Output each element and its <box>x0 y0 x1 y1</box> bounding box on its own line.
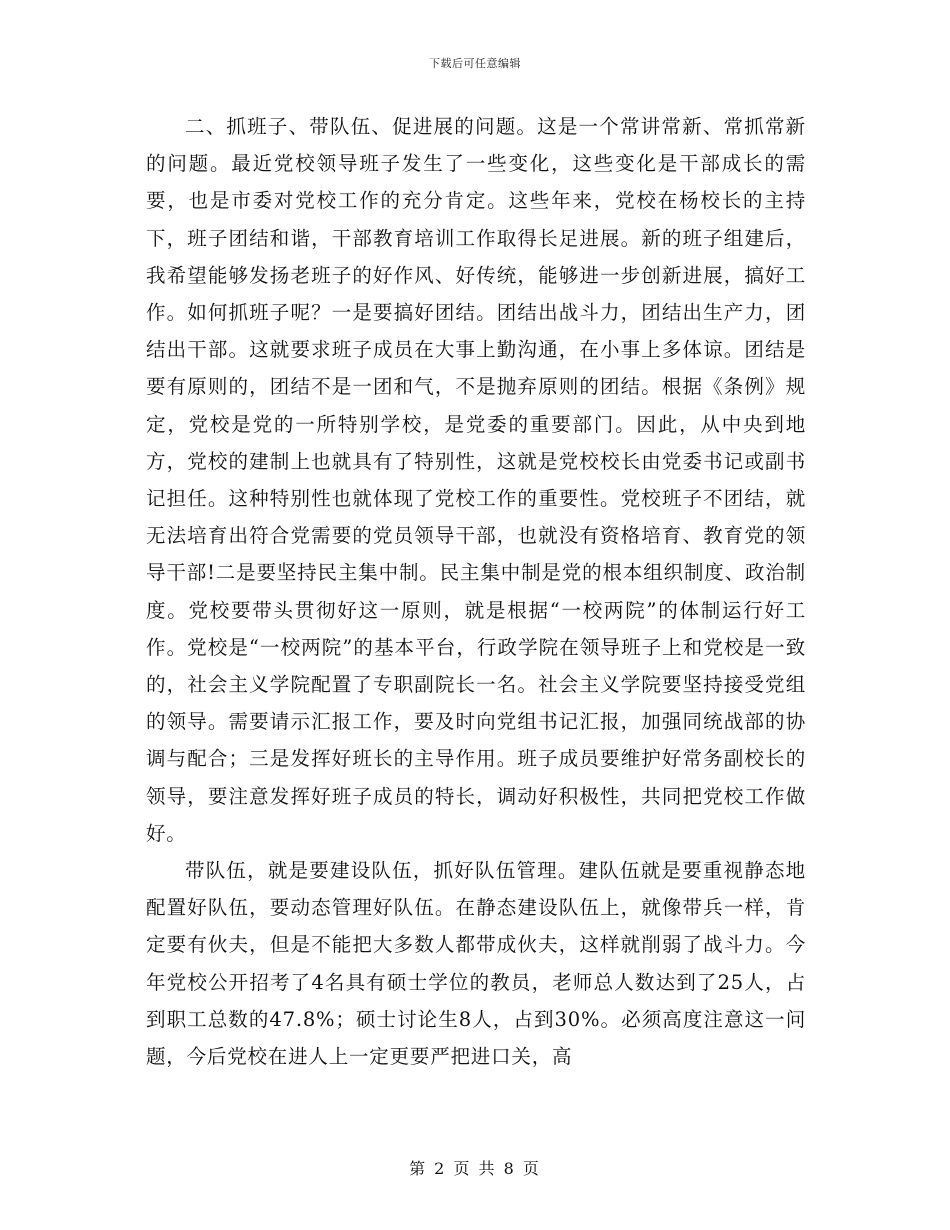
page-number: 第 2 页 共 8 页 <box>409 1159 541 1178</box>
paragraph-leadership: 二、抓班子、带队伍、促进展的问题。这是一个常讲常新、常抓常新的问题。最近党校领导班子发生了一些变化，这些变化是干部成长的需要，也是市委对党校工作的充分肯定。这些年来，党校在杨校长的主持下，班子团结和谐，干部教育培训工作取得长足进展。新的班子组建后，我希望能够发扬老班子的好作风、好传统，能够进一步创新进展，搞好工作。如何抓班子呢？一是要搞好团结。团结出战斗力，团结出生产力，团结出干部。这就要求班子成员在大事上勤沟通，在小事上多体谅。团结是要有原则的，团结不是一团和气，不是抛弃原则的团结。根据《条例》规定，党校是党的一所特别学校，是党委的重要部门。因此，从中央到地方，党校的建制上也就具有了特别性，这就是党校校长由党委书记或副书记担任。这种特别性也就体现了党校工作的重要性。党校班子不团结，就无法培育出符合党需要的党员领导干部，也就没有资格培育、教育党的领导干部!二是要坚持民主集中制。民主集中制是党的根本组织制度、政治制度。党校要带头贯彻好这一原则，就是根据“一校两院”的体制运行好工作。党校是“一校两院”的基本平台，行政学院在领导班子上和党校是一致的，社会主义学院配置了专职副院长一名。社会主义学院要坚持接受党组的领导。需要请示汇报工作，要及时向党组书记汇报，加强同统战部的协调与配合；三是发挥好班长的主导作用。班子成员要维护好常务副校长的领导，要注意发挥好班子成员的特长，调动好积极性，共同把党校工作做好。 <box>146 115 806 845</box>
paragraph-team-building: 带队伍，就是要建设队伍，抓好队伍管理。建队伍就是要重视静态地配置好队伍，要动态管理好队伍。在静态建设队伍上，就像带兵一样，肯定要有伙夫，但是不能把大多数人都带成伙夫，这样就削弱了战斗力。今年党校公开招考了4名具有硕士学位的教员，老师总人数达到了25人，占到职工总数的47.8%；硕士讨论生8人，占到30%。必须高度注意这一问题，今后党校在进人上一定更要严把进口关，高 <box>146 859 806 1069</box>
page-header: 下载后可任意编辑 <box>429 57 521 70</box>
document-body <box>146 108 806 1075</box>
